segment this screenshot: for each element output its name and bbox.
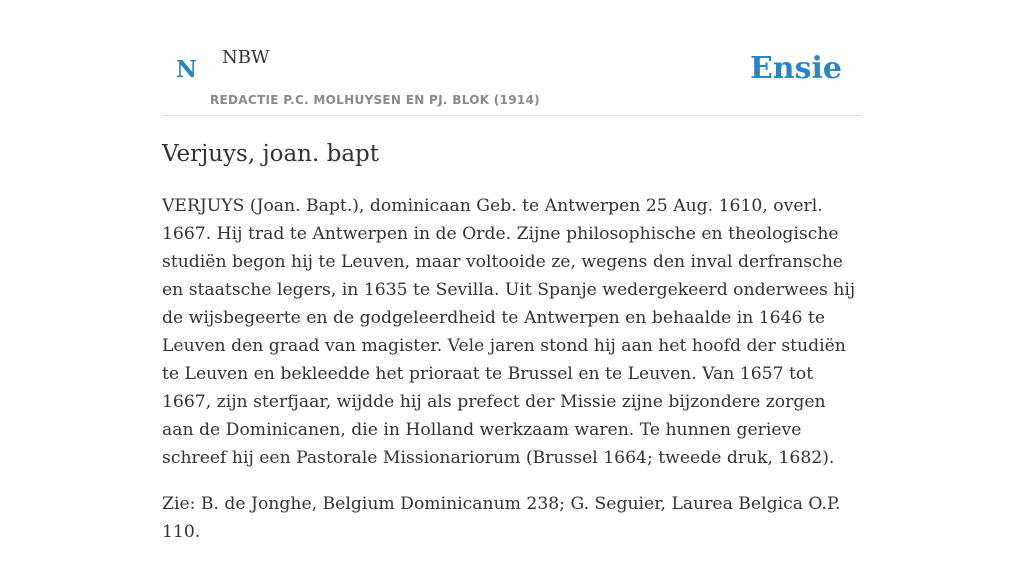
header [162, 0, 862, 116]
source-logo[interactable]: N [176, 56, 198, 83]
page-title: Verjuys, joan. bapt [162, 141, 379, 167]
brand-logo[interactable]: Ensie [749, 51, 842, 86]
source-subtitle: REDACTIE P.C. MOLHUYSEN EN PJ. BLOK (1914) [210, 93, 540, 107]
article-paragraph: VERJUYS (Joan. Bapt.), dominicaan Geb. te Antwerpen 25 Aug. 1610, overl. 1667. Hij trad te Antwerpen in de Orde. Zijne philosophische en theologische studiën begon hij te Leuven, maar voltooide ze, wegens den inval derfransche en staatsche legers, in 1635 te Sevilla. Uit Spanje wedergekeerd onderwees hij de wijsbegeerte en de godgeleerdheid te Antwerpen en behaalde in 1646 te Leuven den graad van magister. Vele jaren stond hij aan het hoofd der studiën te Leuven en bekleedde het prioraat te Brussel en te Leuven. Van 1657 tot 1667, zijn sterfjaar, wijdde hij als prefect der Missie zijne bijzondere zorgen aan de Dominicanen, die in Holland werkzaam waren. Te hunnen gerieve schreef hij een Pastorale Missionariorum (Brussel 1664; tweede druk, 1682). [162, 196, 856, 468]
article-references: Zie: B. de Jonghe, Belgium Dominicanum 238; G. Seguier, Laurea Belgica O.P. 110. [162, 494, 841, 542]
article-body [162, 192, 862, 564]
source-name[interactable]: NBW [222, 47, 270, 68]
